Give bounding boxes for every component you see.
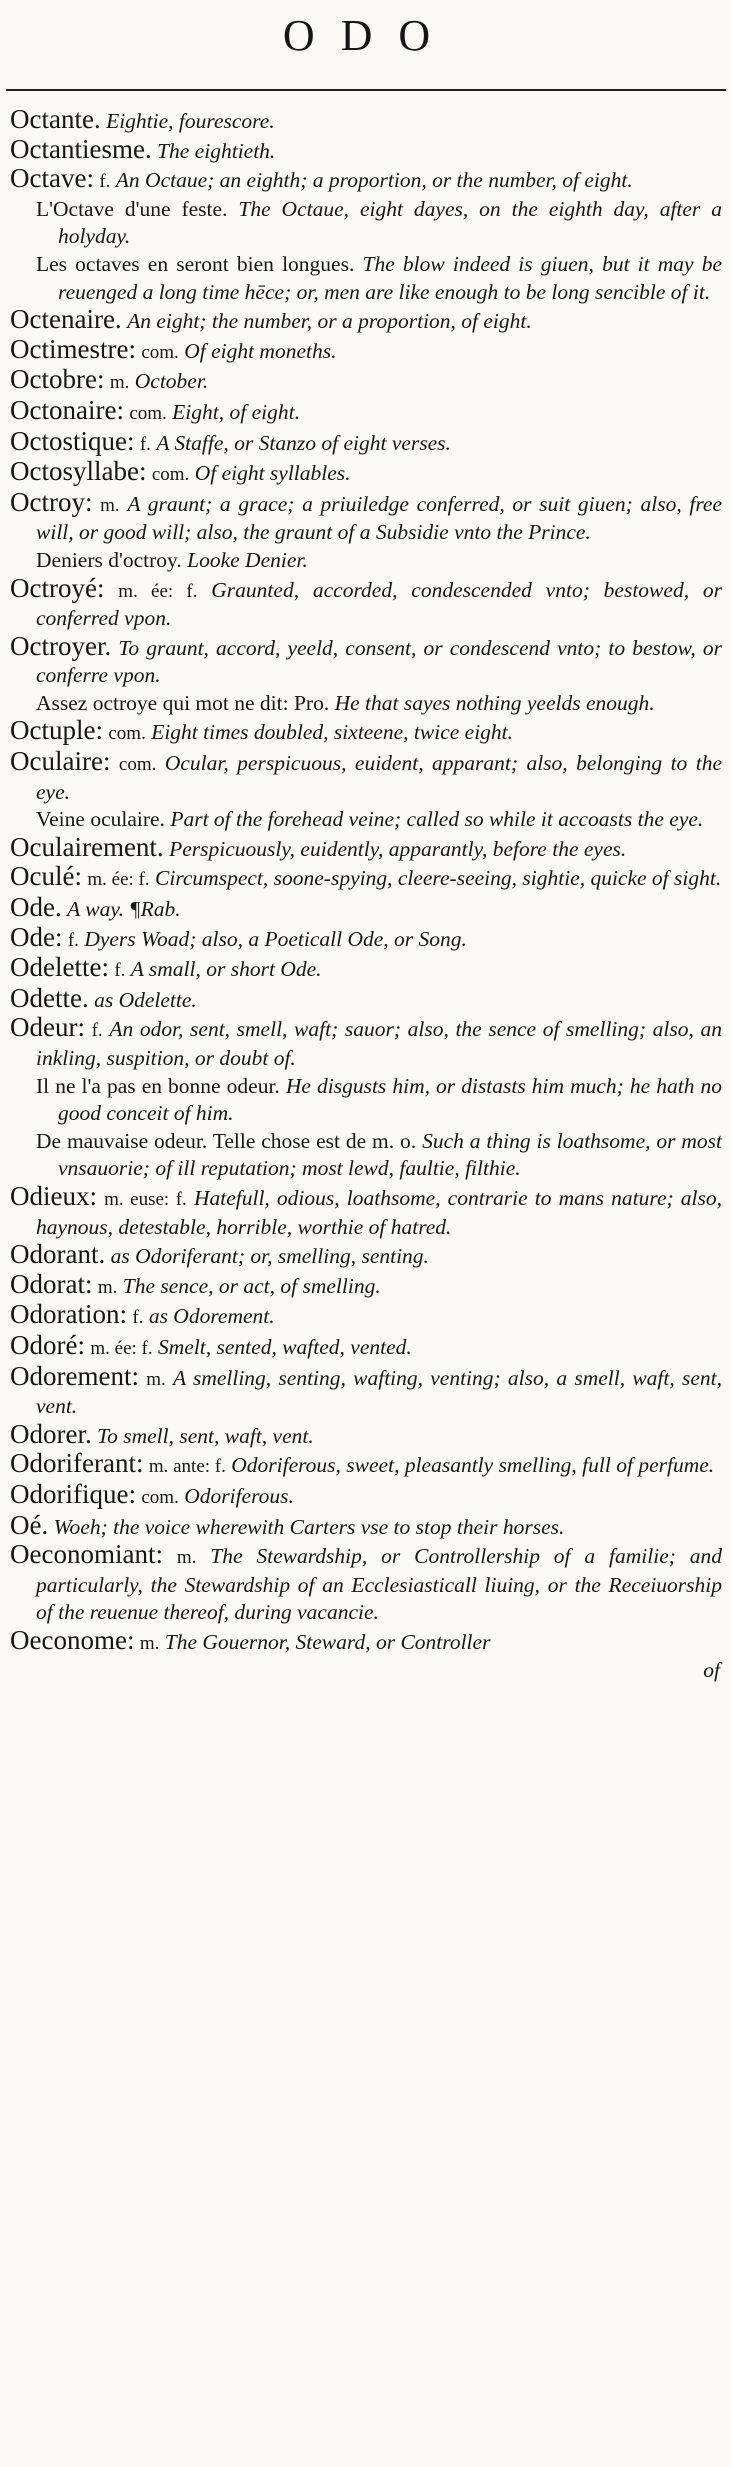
entry-definition: The Gouernor, Steward, or Controller	[164, 1629, 491, 1654]
entry-definition: Woeh; the voice wherewith Carters vse to stop their horses.	[53, 1514, 565, 1539]
dictionary-entry	[10, 748, 722, 806]
entry-definition: The Stewardship, or Controllership of a familie; and particularly, the Stewardship of an Ecclesiasticall liuing, or the Receiuorship of the reuenue thereof, during vacancie.	[36, 1544, 723, 1625]
entry-headword: Oculaire:	[10, 746, 111, 777]
entry-definition: Ocular, perspicuous, euident, apparant; also, belonging to the eye.	[36, 751, 723, 804]
entry-grammar: m. ée: f.	[87, 869, 150, 891]
entry-grammar: f.	[139, 433, 151, 455]
dictionary-entry	[10, 717, 722, 748]
entry-grammar: com.	[141, 1486, 179, 1508]
entry-headword: Octimestre:	[10, 333, 136, 364]
subentry-phrase: Assez octroye qui mot ne dit: Pro.	[36, 690, 330, 715]
dictionary-entry	[10, 1241, 722, 1271]
entry-definition: Perspicuously, euidently, apparantly, before the eyes.	[169, 836, 627, 861]
entry-headword: Octave:	[10, 163, 94, 194]
entry-definition: An eight; the number, or a proportion, of eight.	[127, 309, 532, 334]
dictionary-entry	[10, 1541, 722, 1627]
entry-definition: Eightie, fourescore.	[106, 109, 275, 133]
entry-definition: Graunted, accorded, condescended vnto; bestowed, or conferred vpon.	[36, 577, 723, 631]
dictionary-entry	[10, 1478, 722, 1512]
subentry-definition: Such a thing is loathsome, or most vnsauorie; of ill reputation; most lewd, faultie, filthie.	[58, 1128, 723, 1181]
entry-definition: A small, or short Ode.	[130, 957, 322, 982]
entry-headword: Odeur:	[10, 1012, 85, 1043]
dictionary-entry	[10, 133, 722, 166]
entry-grammar: f.	[132, 1307, 144, 1329]
entry-headword: Odoré:	[10, 1329, 85, 1360]
entry-definition: as Odelette.	[94, 987, 197, 1012]
entry-headword: Oeconome:	[10, 1624, 135, 1655]
header-rule	[6, 89, 726, 91]
entry-grammar: m.	[146, 1368, 166, 1390]
entry-headword: Oé.	[10, 1509, 49, 1540]
entry-grammar: m.	[109, 372, 130, 394]
dictionary-entry	[10, 572, 723, 633]
entry-headword: Ode:	[10, 921, 63, 952]
subentry-definition: Looke Denier.	[187, 547, 308, 572]
entry-grammar: com.	[118, 754, 157, 776]
entry-headword: Octenaire.	[10, 304, 122, 335]
entry-headword: Odorant.	[10, 1239, 106, 1270]
entry-grammar: m.	[97, 1276, 118, 1298]
subentry-definition: The blow indeed is giuen, but it may be reuenged a long time hēce; or, men are like enough to be long sencible of it.	[58, 251, 723, 304]
entry-headword: Odorat:	[10, 1268, 93, 1299]
entry-definition: A graunt; a grace; a priuiledge conferred, or suit giuen; also, free will, or good will; also, the graunt of a Subsidie vnto the Prince.	[36, 491, 723, 545]
entry-headword: Octroyer.	[10, 630, 112, 661]
entry-headword: Oculairement.	[10, 831, 164, 862]
entry-headword: Octantiesme.	[10, 133, 152, 164]
dictionary-entry	[10, 306, 722, 336]
subentry-definition: He disgusts him, or distasts him much; he hath no good conceit of him.	[58, 1073, 723, 1126]
entry-definition: A way. ¶Rab.	[67, 897, 181, 922]
entry-headword: Octroyé:	[10, 572, 105, 603]
dictionary-entry	[10, 1268, 722, 1302]
subentry-phrase: L'Octave d'une feste.	[36, 196, 228, 221]
dictionary-subentry	[10, 1073, 722, 1128]
entry-grammar: m.	[139, 1632, 160, 1654]
dictionary-entry	[10, 1329, 722, 1363]
dictionary-entry	[10, 165, 722, 196]
dictionary-entry	[10, 394, 722, 428]
entry-headword: Odoriferant:	[10, 1448, 144, 1479]
running-head: ODO	[282, 11, 457, 60]
entry-headword: Octostique:	[10, 425, 135, 456]
dictionary-entry	[10, 1014, 722, 1072]
entry-headword: Odorement:	[10, 1360, 139, 1391]
entry-list	[10, 106, 722, 1685]
entry-headword: Octonaire:	[10, 394, 124, 425]
entry-grammar: f.	[114, 960, 126, 982]
entry-headword: Oeconomiant:	[10, 1539, 163, 1570]
dictionary-subentry	[10, 196, 722, 251]
dictionary-entry	[10, 894, 722, 924]
dictionary-entry	[10, 425, 722, 459]
dictionary-entry	[10, 1301, 722, 1332]
subentry-definition: He that sayes nothing yeelds enough.	[334, 690, 655, 715]
entry-definition: Eight times doubled, sixteene, twice eight.	[151, 720, 514, 745]
dictionary-subentry	[10, 1128, 722, 1183]
subentry-definition: The Octaue, eight dayes, on the eighth day, after a holyday.	[58, 196, 722, 249]
subentry-phrase: Il ne l'a pas en bonne odeur.	[36, 1073, 280, 1098]
subentry-phrase: Deniers d'octroy.	[36, 547, 182, 572]
entry-definition: The eightieth.	[157, 138, 276, 163]
dictionary-entry	[10, 106, 722, 136]
entry-definition: Odoriferous.	[184, 1483, 294, 1508]
entry-headword: Odette.	[10, 982, 89, 1013]
entry-definition: Eight, of eight.	[172, 399, 300, 424]
entry-headword: Odorer.	[10, 1418, 92, 1449]
entry-definition: as Odoriferant; or, smelling, senting.	[110, 1244, 429, 1269]
entry-grammar: com.	[108, 723, 146, 745]
subentry-phrase: Les octaves en seront bien longues.	[36, 251, 355, 276]
entry-headword: Octuple:	[10, 715, 103, 746]
entry-headword: Odoration:	[10, 1299, 127, 1330]
dictionary-entry	[10, 921, 722, 955]
entry-definition: Dyers Woad; also, a Poeticall Ode, or Song.	[84, 926, 467, 951]
subentry-definition: Part of the forehead veine; called so while it accoasts the eye.	[170, 807, 704, 832]
entry-grammar: m.	[176, 1547, 197, 1569]
entry-definition: October.	[134, 369, 209, 394]
entry-definition: Odoriferous, sweet, pleasantly smelling, full of perfume.	[231, 1453, 715, 1478]
entry-definition: Hatefull, odious, loathsome, contrarie to mans nature; also, haynous, detestable, horrible, worthie of hatred.	[36, 1185, 723, 1239]
entry-definition: Circumspect, soone-spying, cleere-seeing, sightie, quicke of sight.	[155, 866, 722, 891]
entry-grammar: m. ée: f.	[90, 1337, 153, 1359]
dictionary-subentry	[10, 806, 722, 834]
entry-grammar: f.	[67, 929, 79, 951]
entry-definition: To graunt, accord, yeeld, consent, or condescend vnto; to bestow, or conferre vpon.	[36, 635, 722, 688]
entry-definition: The sence, or act, of smelling.	[122, 1273, 381, 1298]
dictionary-entry	[10, 831, 722, 864]
dictionary-entry	[10, 1418, 722, 1451]
dictionary-subentry	[10, 547, 722, 575]
entry-grammar: m. ante: f.	[148, 1456, 226, 1478]
dictionary-entry	[10, 333, 722, 367]
dictionary-subentry	[10, 690, 722, 718]
entry-headword: Oculé:	[10, 861, 82, 892]
dictionary-entry	[10, 954, 722, 985]
entry-definition: as Odorement.	[148, 1304, 275, 1329]
entry-grammar: f.	[91, 1020, 103, 1042]
entry-definition: Of eight moneths.	[184, 338, 337, 363]
entry-definition: A smelling, senting, wafting, venting; also, a smell, waft, sent, vent.	[36, 1365, 722, 1419]
dictionary-entry	[10, 1509, 722, 1542]
dictionary-entry	[10, 1180, 723, 1241]
dictionary-entry	[10, 1624, 722, 1658]
dictionary-entry	[10, 982, 722, 1015]
entry-definition: Of eight syllables.	[194, 461, 351, 486]
dictionary-subentry	[10, 251, 722, 306]
dictionary-entry	[10, 1450, 722, 1481]
dictionary-entry	[10, 366, 722, 397]
entry-definition: Smelt, sented, wafted, vented.	[158, 1334, 412, 1359]
entry-headword: Odelette:	[10, 952, 109, 983]
dictionary-entry	[10, 630, 722, 690]
entry-grammar: com.	[129, 402, 167, 424]
entry-definition: An odor, sent, smell, waft; sauor; also, the sence of smelling; also, an inkling, suspition, or doubt of.	[36, 1017, 723, 1070]
entry-headword: Octroy:	[10, 486, 93, 517]
entry-headword: Octobre:	[10, 364, 105, 395]
catchword: of	[703, 1658, 720, 1683]
entry-headword: Octante.	[10, 104, 101, 134]
dictionary-entry	[10, 863, 722, 894]
entry-grammar: com.	[151, 464, 190, 486]
entry-definition: An Octaue; an eighth; a proportion, or the number, of eight.	[115, 168, 633, 193]
dictionary-entry	[10, 458, 722, 489]
entry-headword: Octosyllabe:	[10, 456, 147, 487]
entry-headword: Odieux:	[10, 1180, 97, 1211]
entry-headword: Odorifique:	[10, 1478, 136, 1509]
subentry-phrase: De mauvaise odeur. Telle chose est de m. o.	[36, 1128, 417, 1153]
entry-definition: A Staffe, or Stanzo of eight verses.	[156, 430, 451, 455]
dictionary-entry	[10, 486, 723, 547]
subentry-phrase: Veine oculaire.	[36, 807, 165, 832]
entry-headword: Ode.	[10, 892, 62, 923]
entry-grammar: m. euse: f.	[104, 1188, 187, 1210]
entry-grammar: m. ée: f.	[118, 580, 198, 602]
dictionary-entry	[10, 1360, 722, 1421]
entry-grammar: f.	[99, 171, 111, 193]
entry-grammar: m.	[100, 494, 120, 516]
entry-definition: To smell, sent, waft, vent.	[97, 1423, 314, 1448]
entry-grammar: com.	[141, 341, 179, 363]
